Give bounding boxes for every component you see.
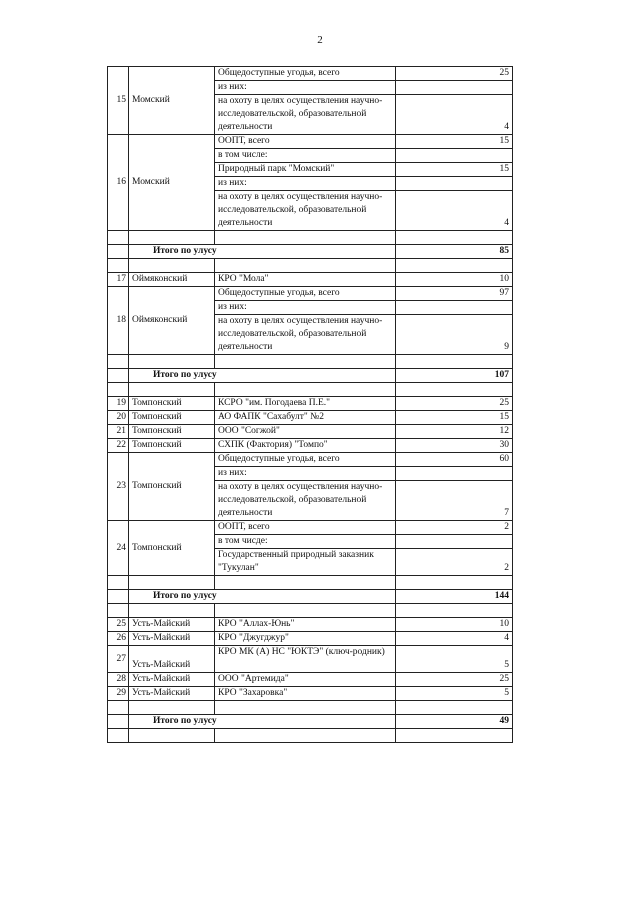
- page-number: 2: [317, 34, 323, 46]
- category-text: КРО МК (А) НС "ЮКТЭ" (ключ-родник): [215, 646, 396, 673]
- spacer-row: [108, 231, 513, 245]
- total-row: [108, 369, 513, 383]
- total-label: Итого по улусу: [129, 245, 396, 259]
- row-number: 26: [108, 632, 129, 646]
- district-name: Томпонский: [129, 453, 215, 521]
- count-value: 5: [396, 646, 513, 673]
- district-name: Томпонский: [129, 397, 215, 411]
- row-number: 18: [108, 287, 129, 355]
- category-text: из них:: [215, 177, 396, 191]
- count-value: 15: [396, 135, 513, 149]
- category-text: на охоту в целях осуществления научно-исследовательской, образовательной деятельности: [215, 315, 396, 355]
- total-label: Итого по улусу: [129, 590, 396, 604]
- empty-cell: [396, 301, 513, 315]
- count-value: 5: [396, 687, 513, 701]
- table-row: [108, 425, 513, 439]
- district-name: Оймяконский: [129, 273, 215, 287]
- district-name: Оймяконский: [129, 287, 215, 355]
- district-name: Томпонский: [129, 411, 215, 425]
- count-value: 4: [396, 191, 513, 231]
- spacer-row: [108, 576, 513, 590]
- row-number: 20: [108, 411, 129, 425]
- total-value: 107: [396, 369, 513, 383]
- district-name: Усть-Майский: [129, 632, 215, 646]
- table-row: [108, 453, 513, 467]
- category-text: КРО "Захаровка": [215, 687, 396, 701]
- category-text: Общедоступные угодья, всего: [215, 287, 396, 301]
- count-value: 4: [396, 95, 513, 135]
- total-value: 49: [396, 715, 513, 729]
- category-text: из них:: [215, 81, 396, 95]
- total-label: Итого по улусу: [129, 715, 396, 729]
- total-label: Итого по улусу: [129, 369, 396, 383]
- category-text: из них:: [215, 467, 396, 481]
- category-text: СХПК (Фактория) "Томпо": [215, 439, 396, 453]
- district-name: Томпонский: [129, 439, 215, 453]
- district-name: Томпонский: [129, 521, 215, 576]
- table-row: [108, 673, 513, 687]
- table-row: [108, 632, 513, 646]
- hunting-grounds-table: [107, 66, 513, 743]
- row-number: 17: [108, 273, 129, 287]
- district-name: Усть-Майский: [129, 618, 215, 632]
- total-row: [108, 715, 513, 729]
- category-text: на охоту в целях осуществления научно-исследовательской, образовательной деятельности: [215, 481, 396, 521]
- row-number: 27: [108, 646, 129, 673]
- row-number: 22: [108, 439, 129, 453]
- count-value: 97: [396, 287, 513, 301]
- category-text: Природный парк "Момский": [215, 163, 396, 177]
- table-row: [108, 646, 513, 673]
- empty-cell: [396, 535, 513, 549]
- district-name: Момский: [129, 135, 215, 231]
- table-row: [108, 439, 513, 453]
- category-text: КРО "Аллах-Юнь": [215, 618, 396, 632]
- row-number: 15: [108, 67, 129, 135]
- row-number: 29: [108, 687, 129, 701]
- table-row: [108, 287, 513, 301]
- category-text: из них:: [215, 301, 396, 315]
- district-name: Момский: [129, 67, 215, 135]
- category-text: Общедоступные угодья, всего: [215, 453, 396, 467]
- table-row: [108, 411, 513, 425]
- total-row: [108, 590, 513, 604]
- count-value: 25: [396, 67, 513, 81]
- count-value: 15: [396, 411, 513, 425]
- count-value: 15: [396, 163, 513, 177]
- category-text: ООПТ, всего: [215, 135, 396, 149]
- table-row: [108, 273, 513, 287]
- total-value: 85: [396, 245, 513, 259]
- spacer-row: [108, 259, 513, 273]
- empty-cell: [396, 177, 513, 191]
- table-row: [108, 67, 513, 81]
- category-text: на охоту в целях осуществления научно-исследовательской, образовательной деятельности: [215, 191, 396, 231]
- district-name: Усть-Майский: [129, 646, 215, 673]
- count-value: 25: [396, 397, 513, 411]
- spacer-row: [108, 355, 513, 369]
- count-value: 12: [396, 425, 513, 439]
- category-text: КСРО "им. Погодаева П.Е.": [215, 397, 396, 411]
- row-number: 25: [108, 618, 129, 632]
- category-text: АО ФАПК "Сахабулт" №2: [215, 411, 396, 425]
- count-value: 30: [396, 439, 513, 453]
- spacer-row: [108, 729, 513, 743]
- total-value: 144: [396, 590, 513, 604]
- table-row: [108, 618, 513, 632]
- spacer-row: [108, 701, 513, 715]
- count-value: 10: [396, 273, 513, 287]
- spacer-row: [108, 604, 513, 618]
- table-row: [108, 687, 513, 701]
- category-text: в том числе:: [215, 149, 396, 163]
- row-number: 23: [108, 453, 129, 521]
- empty-cell: [396, 149, 513, 163]
- row-number: 19: [108, 397, 129, 411]
- spacer-row: [108, 383, 513, 397]
- empty-cell: [396, 467, 513, 481]
- category-text: Государственный природный заказник "Тукулан": [215, 549, 396, 576]
- count-value: 4: [396, 632, 513, 646]
- category-text: КРО "Джугджур": [215, 632, 396, 646]
- row-number: 21: [108, 425, 129, 439]
- district-name: Томпонский: [129, 425, 215, 439]
- count-value: 7: [396, 481, 513, 521]
- table-row: [108, 397, 513, 411]
- count-value: 25: [396, 673, 513, 687]
- category-text: на охоту в целях осуществления научно-исследовательской, образовательной деятельности: [215, 95, 396, 135]
- table-row: [108, 521, 513, 535]
- district-name: Усть-Майский: [129, 687, 215, 701]
- count-value: 9: [396, 315, 513, 355]
- district-name: Усть-Майский: [129, 673, 215, 687]
- category-text: ООПТ, всего: [215, 521, 396, 535]
- table-row: [108, 135, 513, 149]
- count-value: 10: [396, 618, 513, 632]
- count-value: 60: [396, 453, 513, 467]
- row-number: 24: [108, 521, 129, 576]
- count-value: 2: [396, 521, 513, 535]
- total-row: [108, 245, 513, 259]
- category-text: ООО "Согжой": [215, 425, 396, 439]
- count-value: 2: [396, 549, 513, 576]
- category-text: КРО "Мола": [215, 273, 396, 287]
- category-text: Общедоступные угодья, всего: [215, 67, 396, 81]
- row-number: 16: [108, 135, 129, 231]
- empty-cell: [396, 81, 513, 95]
- row-number: 28: [108, 673, 129, 687]
- category-text: ООО "Артемида": [215, 673, 396, 687]
- category-text: в том чисде:: [215, 535, 396, 549]
